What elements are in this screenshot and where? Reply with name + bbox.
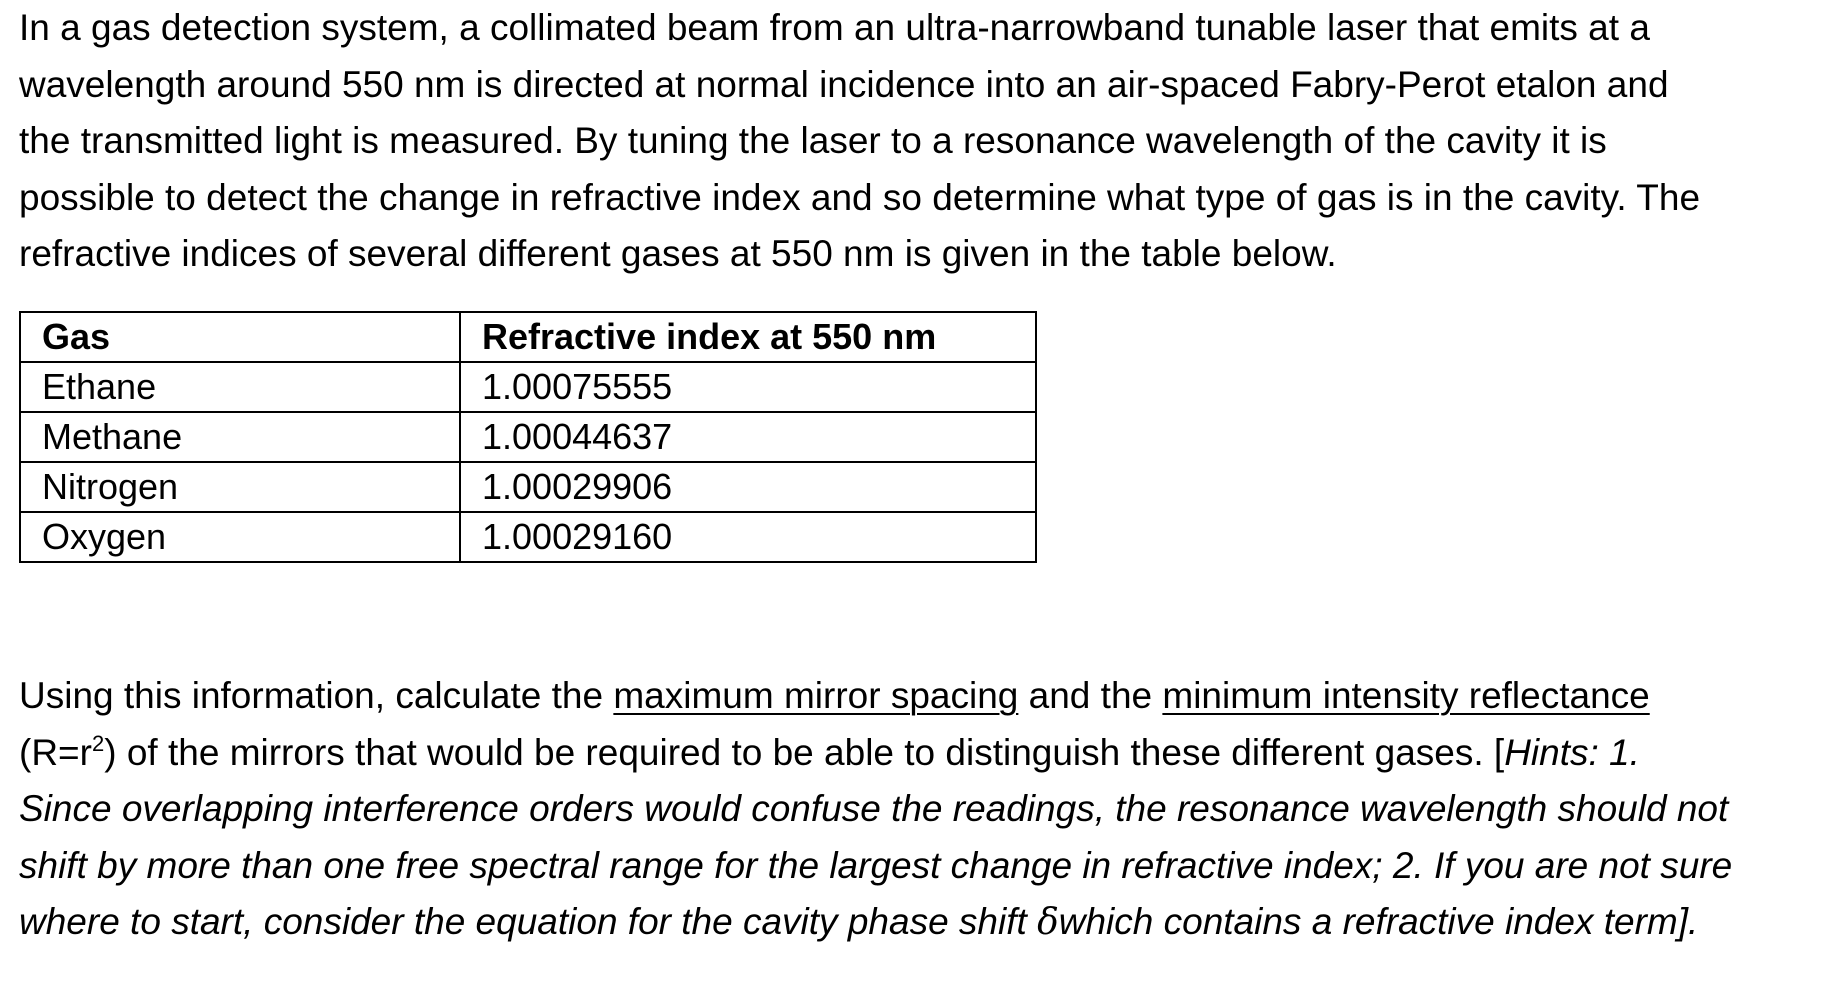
question-text: and the <box>1018 675 1163 716</box>
intro-line: possible to detect the change in refractive index and so determine what type of gas is in the cavity. The <box>19 176 1701 218</box>
gas-name-cell: Methane <box>20 412 460 462</box>
intro-line: wavelength around 550 nm is directed at normal incidence into an air-spaced Fabry-Perot etalon and <box>19 63 1669 105</box>
question-paragraph <box>19 668 1732 952</box>
underlined-term-mirror-spacing: maximum mirror spacing <box>613 675 1019 716</box>
hint-line: shift by more than one free spectral range for the largest change in refractive index; 2. If you are not sure <box>19 844 1733 886</box>
question-line-1 <box>19 668 1732 725</box>
question-line-5 <box>19 894 1732 952</box>
refractive-index-cell: 1.00075555 <box>460 362 1036 412</box>
intro-paragraph <box>19 0 1700 283</box>
table-row <box>20 362 1036 412</box>
question-text: Using this information, calculate the <box>19 675 614 716</box>
intro-line: refractive indices of several different gases at 550 nm is given in the table below. <box>19 233 1337 274</box>
hint-text: Hints: 1. <box>1504 731 1640 773</box>
hint-text: which contains a refractive index term]. <box>1058 901 1699 942</box>
refractive-index-cell: 1.00029160 <box>460 512 1036 562</box>
underlined-term-reflectance: minimum intensity reflectance <box>1162 675 1650 716</box>
delta-symbol: δ <box>1037 902 1059 943</box>
refractive-index-table <box>19 311 1037 563</box>
gas-name-cell: Ethane <box>20 362 460 412</box>
question-line-2 <box>19 725 1732 782</box>
table-row <box>20 512 1036 562</box>
refractive-index-cell: 1.00029906 <box>460 462 1036 512</box>
question-text: (R=r <box>19 731 92 773</box>
hint-line: Since overlapping interference orders would confuse the readings, the resonance wavelength should not <box>19 788 1729 829</box>
superscript-exponent: 2 <box>91 730 105 756</box>
table-row <box>20 462 1036 512</box>
table-header-row <box>20 312 1036 362</box>
gas-name-cell: Nitrogen <box>20 462 460 512</box>
intro-line: In a gas detection system, a collimated beam from an ultra-narrowband tunable laser that emits at a <box>19 7 1650 48</box>
header-gas: Gas <box>20 312 460 362</box>
table-row <box>20 412 1036 462</box>
intro-line: the transmitted light is measured. By tuning the laser to a resonance wavelength of the cavity it is <box>19 120 1607 161</box>
refractive-index-cell: 1.00044637 <box>460 412 1036 462</box>
gas-name-cell: Oxygen <box>20 512 460 562</box>
header-refractive-index: Refractive index at 550 nm <box>460 312 1036 362</box>
hint-text: where to start, consider the equation for the cavity phase shift <box>19 901 1038 942</box>
question-text: ) of the mirrors that would be required to be able to distinguish these different gases. [ <box>104 731 1505 773</box>
